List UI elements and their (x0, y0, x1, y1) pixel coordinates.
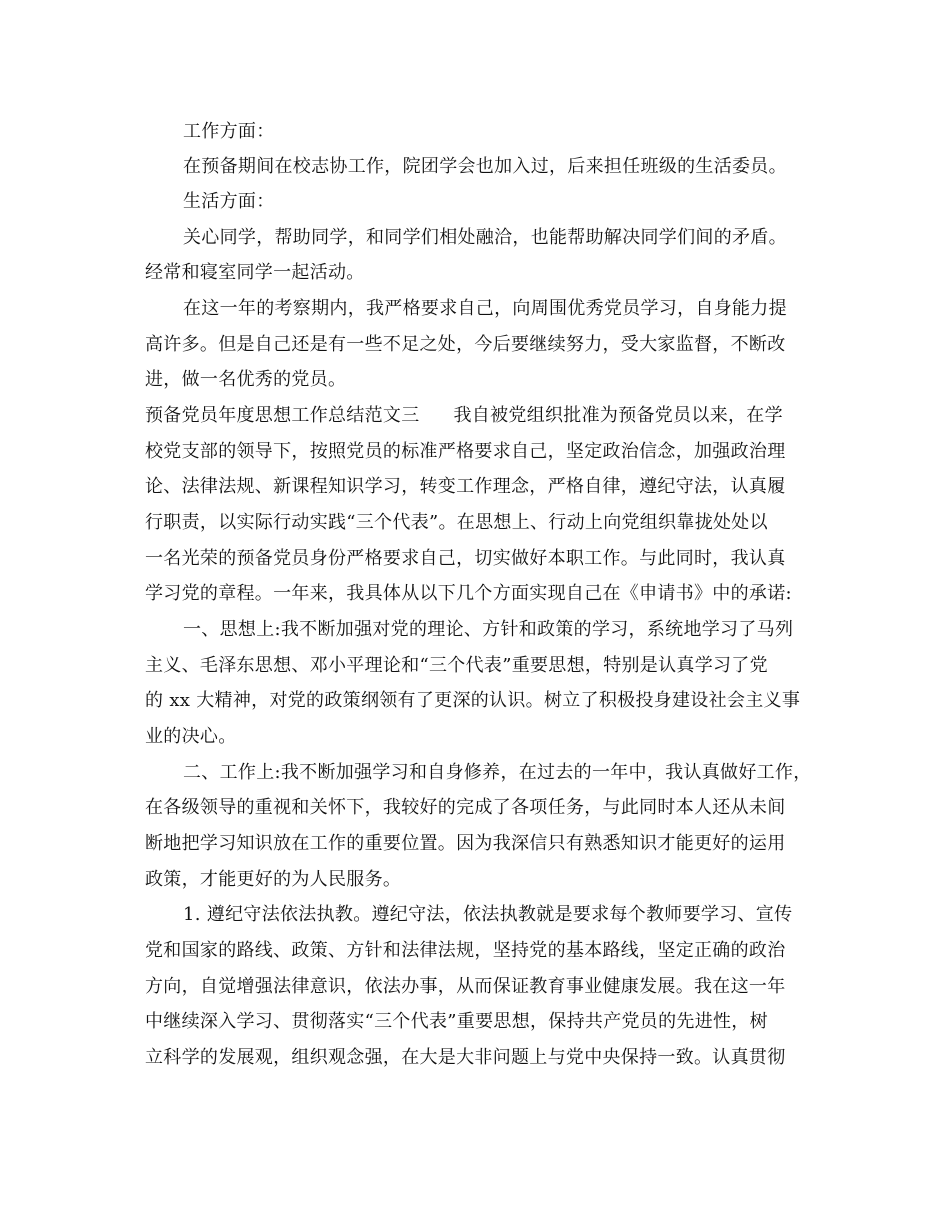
paragraph-line: 一名光荣的预备党员身份严格要求自己，切实做好本职工作。与此同时，我认真 (145, 548, 786, 569)
paragraph-line: 1. 遵纪守法依法执教。遵纪守法，依法执教就是要求每个教师要学习、宣传 (183, 904, 793, 925)
paragraph-line: 在各级领导的重视和关怀下，我较好的完成了各项任务，与此同时本人还从未间 (145, 797, 786, 818)
paragraph-line: 一、思想上:我不断加强对党的理论、方针和政策的学习，系统地学习了马列 (183, 619, 794, 640)
paragraph-line: 论、法律法规、新课程知识学习，转变工作理念，严格自律，遵纪守法，认真履 (145, 476, 786, 497)
paragraph-line: 关心同学，帮助同学，和同学们相处融洽，也能帮助解决同学们间的矛盾。 (183, 227, 787, 248)
paragraph-line: 方向，自觉增强法律意识，依法办事，从而保证教育事业健康发展。我在这一年 (145, 976, 786, 997)
essay-title: 预备党员年度思想工作总结范文三 (145, 405, 420, 426)
paragraph-line: 行职责，以实际行动实践“三个代表”。在思想上、行动上向党组织靠拢处处以 (145, 512, 768, 533)
paragraph-line: 断地把学习知识放在工作的重要位置。因为我深信只有熟悉知识才能更好的运用 (145, 833, 786, 854)
section-heading-work: 工作方面： (183, 121, 275, 142)
paragraph-line: 进，做一名优秀的党员。 (145, 369, 347, 390)
paragraph-line: 学习党的章程。一年来，我具体从以下几个方面实现自己在《申请书》中的承诺: (145, 583, 792, 604)
paragraph-line: 校党支部的领导下，按照党员的标准严格要求自己，坚定政治信念，加强政治理 (145, 441, 786, 462)
essay-title-line (145, 404, 783, 428)
paragraph-text: 我自被党组织批准为预备党员以来，在学 (453, 405, 783, 426)
paragraph-line: 在预备期间在校志协工作，院团学会也加入过，后来担任班级的生活委员。 (183, 156, 787, 177)
paragraph-line: 经常和寝室同学一起活动。 (145, 262, 365, 283)
paragraph-line: 二、工作上:我不断加强学习和自身修养，在过去的一年中，我认真做好工作， (183, 762, 812, 783)
paragraph-line: 高许多。但是自己还是有一些不足之处，今后要继续努力，受大家监督，不断改 (145, 334, 786, 355)
paragraph-line: 主义、毛泽东思想、邓小平理论和“三个代表”重要思想，特别是认真学习了党 (145, 655, 768, 676)
paragraph-line: 业的决心。 (145, 726, 237, 747)
paragraph-line: 党和国家的路线、政策、方针和法律法规，坚持党的基本路线，坚定正确的政治 (145, 940, 786, 961)
paragraph-line: 的 xx 大精神，对党的政策纲领有了更深的认识。树立了积极投身建设社会主义事 (145, 690, 801, 711)
paragraph-line: 立科学的发展观，组织观念强，在大是大非问题上与党中央保持一致。认真贯彻 (145, 1047, 786, 1068)
paragraph-line: 政策，才能更好的为人民服务。 (145, 869, 402, 890)
section-heading-life: 生活方面： (183, 191, 275, 212)
paragraph-line: 在这一年的考察期内，我严格要求自己，向周围优秀党员学习，自身能力提 (183, 298, 787, 319)
paragraph-line: 中继续深入学习、贯彻落实“三个代表”重要思想，保持共产党员的先进性，树 (145, 1011, 768, 1032)
